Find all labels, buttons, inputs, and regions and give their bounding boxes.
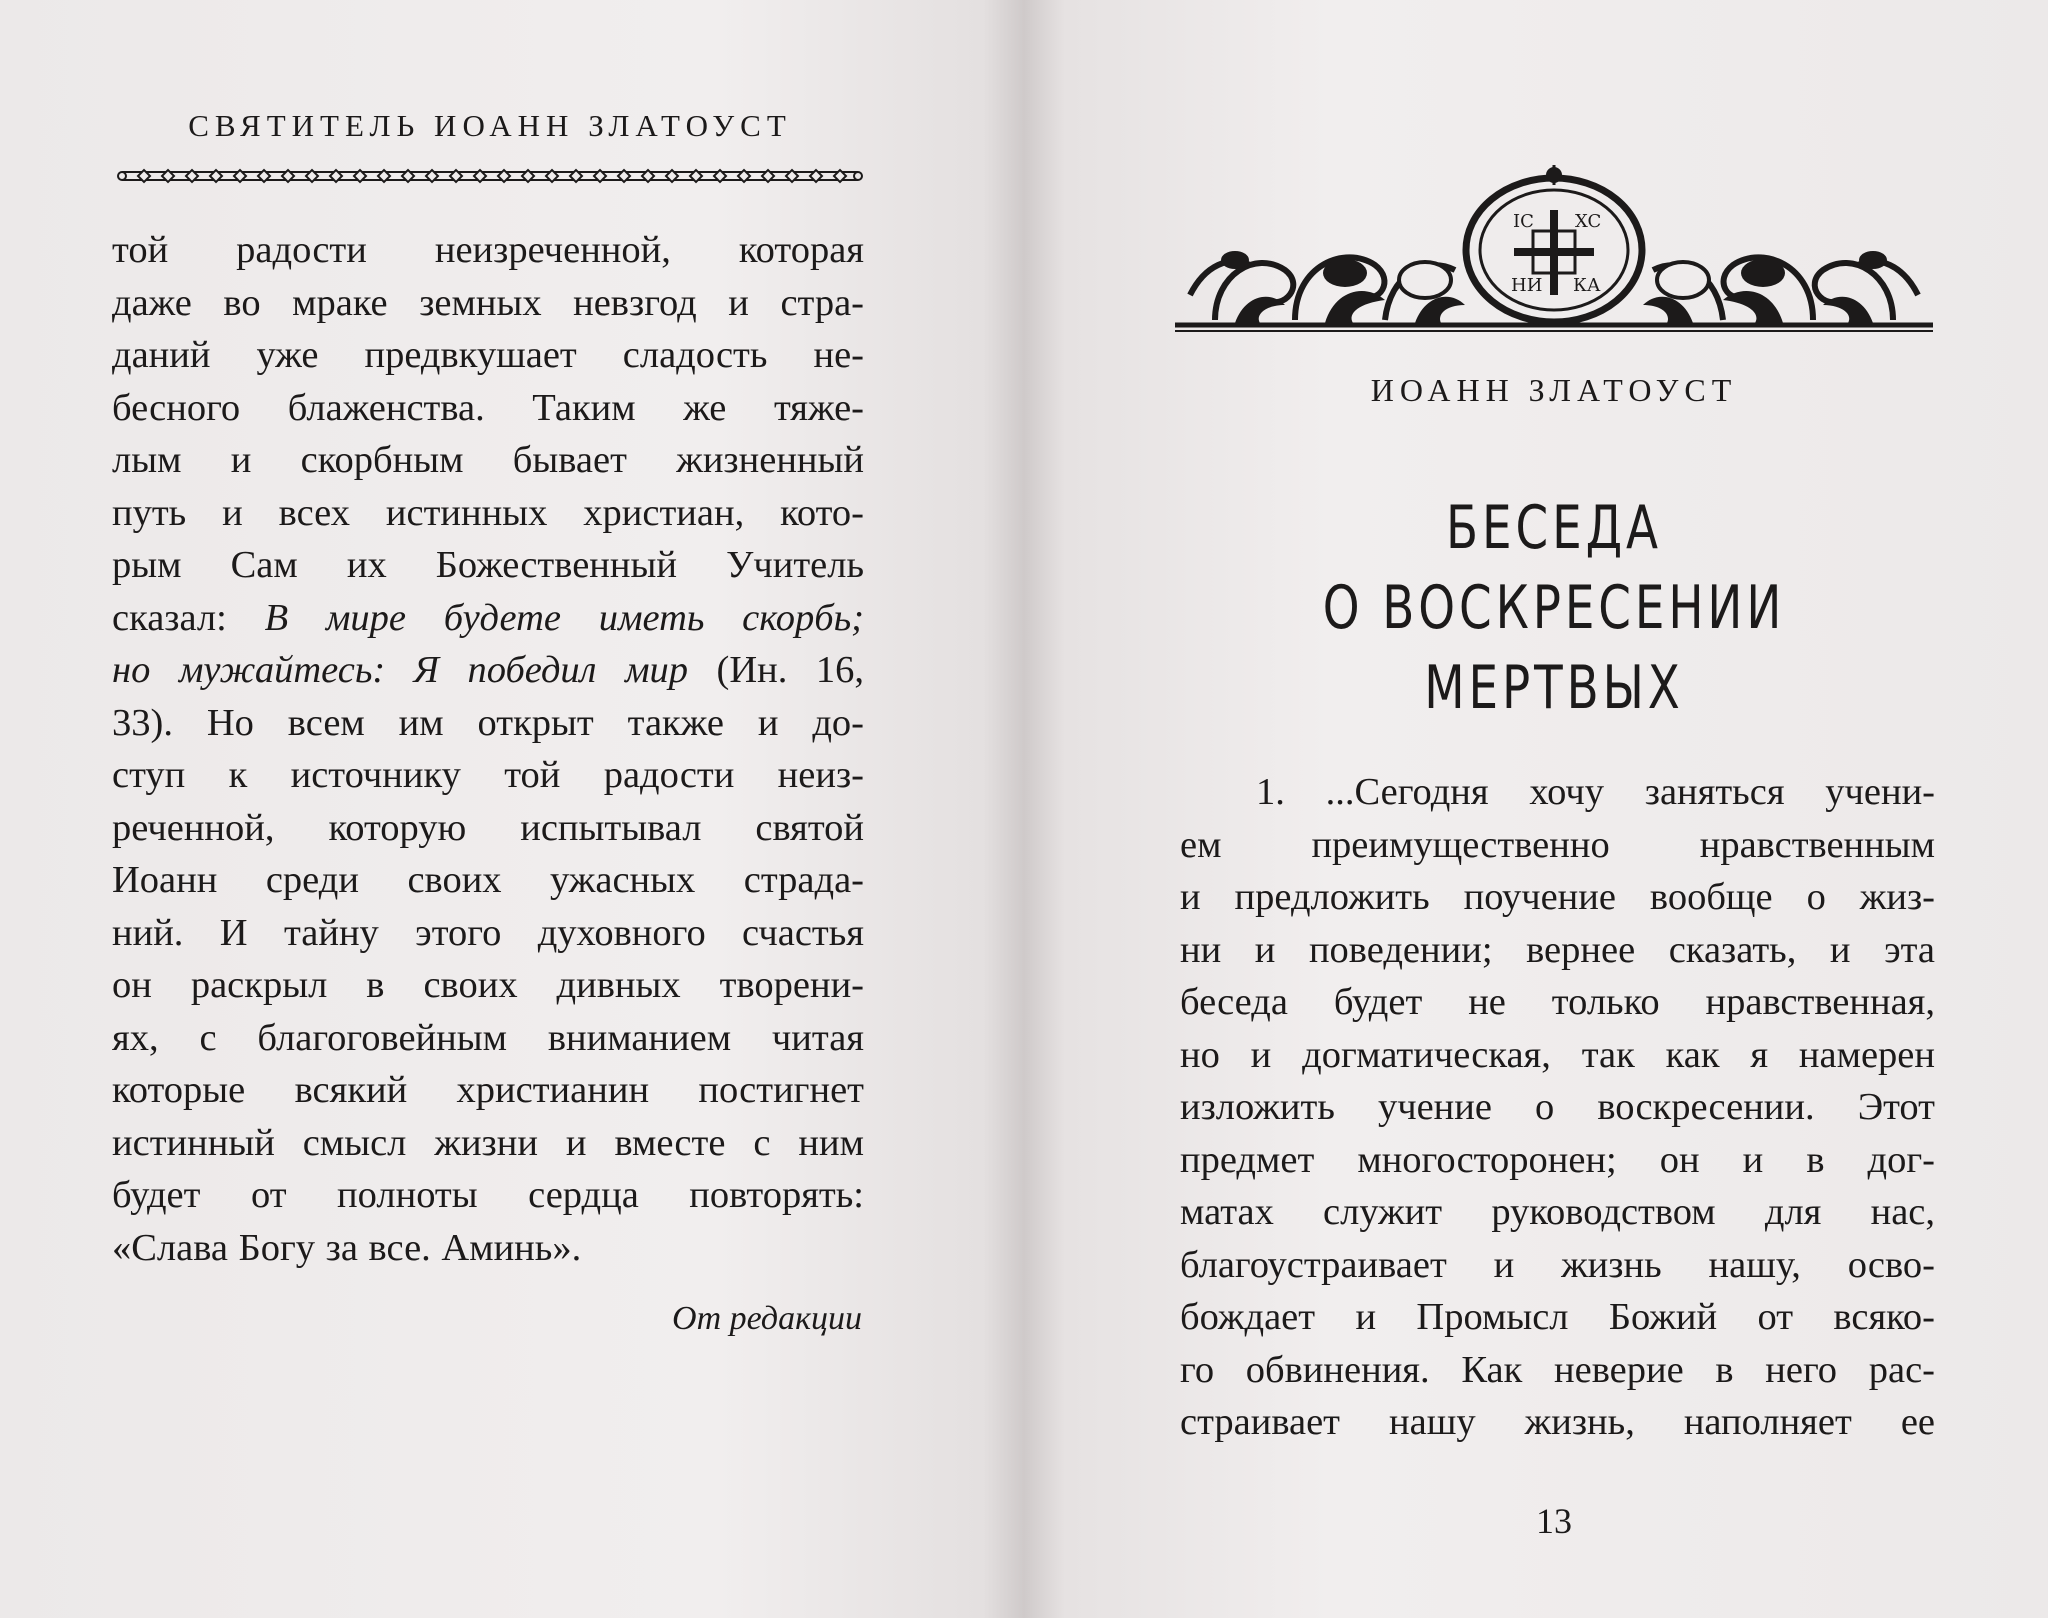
text-run: ступ к источнику той радости неиз-: [112, 754, 864, 796]
text-line: [112, 697, 864, 750]
text-line: [112, 277, 864, 330]
text-line: благоустраивает и жизнь нашу, осво-: [1180, 1243, 1935, 1286]
text-run: лым и скорбным бывает жизненный: [112, 439, 864, 481]
text-line: [112, 802, 864, 855]
text-run: даже во мраке земных невзгод и стра-: [112, 281, 864, 324]
running-head: СВЯТИТЕЛЬ ИОАНН ЗЛАТОУСТ: [188, 108, 792, 143]
text-run: ях, с благоговейным вниманием читая: [112, 1016, 864, 1059]
author-name: ИОАНН ЗЛАТОУСТ: [1370, 372, 1738, 408]
ornament-letter-ni: НИ: [1511, 275, 1543, 296]
text-run: будет от полноты сердца повторять:: [112, 1174, 864, 1216]
text-line: [112, 1222, 864, 1275]
text-line: [112, 1117, 864, 1170]
text-line: бождает и Промысл Божий от всяко-: [1180, 1296, 1935, 1338]
ornament-letter-xc: XC: [1575, 211, 1602, 232]
text-line: [112, 382, 864, 435]
text-run: сказал:: [112, 596, 265, 639]
italic-quote: В мире будете иметь скорбь;: [264, 596, 864, 639]
text-run: 33). Но всем им открыт также и до-: [112, 701, 864, 744]
text-run: ний. И тайну этого духовного счастья: [112, 911, 864, 954]
ornament-letter-ic: IC: [1513, 211, 1534, 232]
text-line: [112, 224, 864, 277]
ornament-letter-ka: КА: [1573, 275, 1601, 296]
text-run: рым Сам их Божественный Учитель: [112, 544, 864, 586]
text-line: [112, 539, 864, 592]
chapter-title: [1258, 488, 1849, 728]
title-line: О ВОСКРЕСЕНИИ: [1322, 573, 1786, 643]
text-line: изложить учение о воскресении. Этот: [1180, 1086, 1935, 1128]
text-line: [112, 1169, 864, 1222]
text-line: [112, 644, 864, 697]
text-line: [112, 329, 864, 382]
text-run: которые всякий христианин постигнет: [112, 1069, 864, 1111]
text-run: даний уже предвкушает сладость не-: [112, 334, 864, 376]
text-line: матах служит руководством для нас,: [1180, 1191, 1935, 1233]
text-line: предмет многосторонен; он и в дог-: [1180, 1138, 1935, 1181]
page-number: 13: [1536, 1501, 1572, 1541]
text-line: го обвинения. Как неверие в него рас-: [1180, 1348, 1935, 1391]
text-line: [112, 434, 864, 487]
text-line: но и догматическая, так как я намерен: [1180, 1033, 1935, 1076]
signature: От редакции: [672, 1300, 862, 1337]
text-run: реченной, которую испытывал святой: [112, 806, 864, 849]
left-page: [0, 0, 1010, 1618]
text-line: [112, 907, 864, 960]
text-line: [112, 854, 864, 907]
text-line: [112, 959, 864, 1012]
text-run: (Ин. 16,: [688, 649, 864, 691]
text-run: он раскрыл в своих дивных творени-: [112, 964, 864, 1006]
text-run: Иоанн среди своих ужасных страда-: [112, 859, 864, 901]
text-run: «Слава Богу за все. Аминь».: [112, 1226, 582, 1269]
text-line: ни и поведении; вернее сказать, и эта: [1180, 928, 1935, 971]
text-line: 1. ...Сегодня хочу заняться учени-: [1256, 771, 1935, 813]
text-line: [112, 1064, 864, 1117]
text-line: [112, 487, 864, 540]
italic-quote: но мужайтесь: Я победил мир: [112, 649, 689, 691]
text-line: [112, 749, 864, 802]
text-line: страивает нашу жизнь, наполняет ее: [1180, 1401, 1935, 1443]
text-line: и предложить поучение вообще о жиз-: [1180, 876, 1935, 918]
text-run: бесного блаженства. Таким же тяже-: [112, 386, 864, 429]
text-line: [112, 592, 864, 645]
text-run: истинный смысл жизни и вместе с ним: [112, 1121, 864, 1164]
right-body-text: [1180, 766, 1935, 1449]
text-run: путь и всех истинных христиан, кото-: [112, 491, 864, 534]
decorative-rule: [116, 166, 864, 186]
title-line: БЕСЕДА: [1446, 493, 1662, 563]
text-line: беседа будет не только нравственная,: [1180, 981, 1935, 1023]
text-line: [112, 1012, 864, 1065]
text-run: той радости неизреченной, которая: [112, 229, 864, 271]
text-line: ем преимущественно нравственным: [1180, 823, 1935, 866]
title-line: МЕРТВЫХ: [1424, 653, 1684, 723]
left-body-text: [112, 224, 864, 1274]
headpiece-ornament: [1175, 155, 1933, 335]
